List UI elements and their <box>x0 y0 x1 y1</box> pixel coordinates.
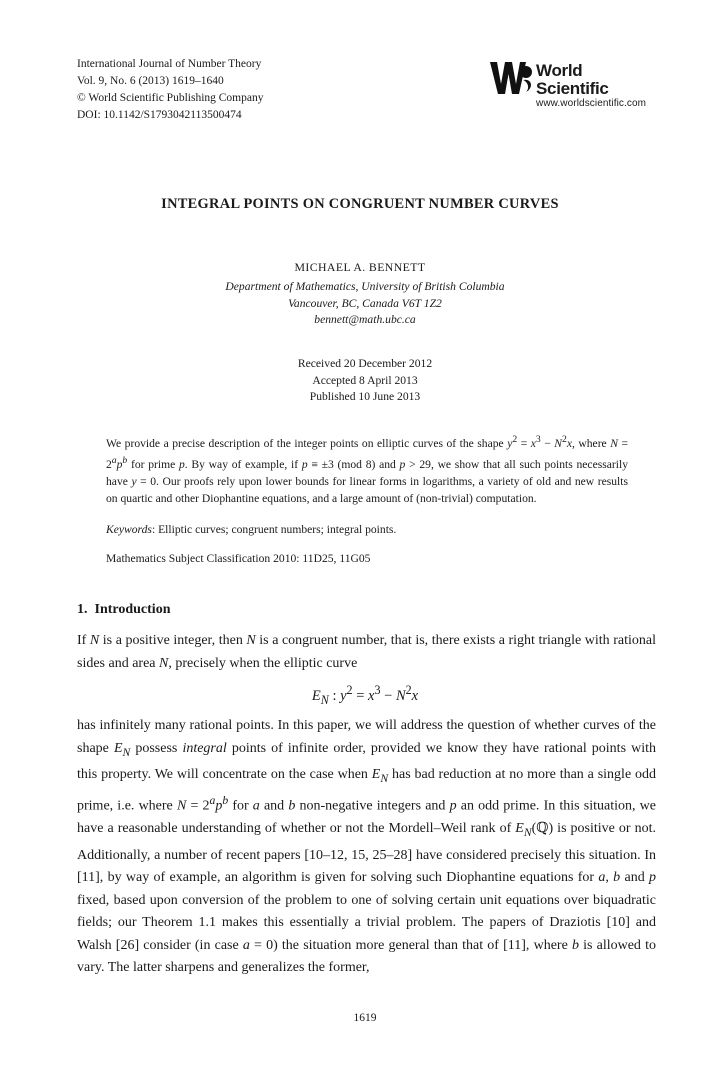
keywords <box>106 523 628 536</box>
section-heading <box>77 602 170 618</box>
body-text: non-negative integers and <box>295 798 450 814</box>
author-address: Vancouver, BC, Canada V6T 1Z2 <box>288 296 442 310</box>
body-text: is a positive integer, then <box>99 633 247 648</box>
body-text: for <box>228 798 253 814</box>
abstract-text: . Our proofs rely upon lower bounds for linear forms in logarithms, a variety of old and new results on quartic and other Diophantine equations, and a large amount of (non-trivial) computation. <box>106 474 628 505</box>
journal-copyright: © World Scientific Publishing Company <box>77 92 264 104</box>
author-department: Department of Mathematics, University of British Columbia <box>225 280 505 293</box>
body-text: and <box>620 870 650 886</box>
section-title: Introduction <box>94 602 171 617</box>
author-email[interactable]: bennett@math.ubc.ca <box>314 313 416 326</box>
body-text: points of infinite order, provided we know they have rational points with this property. We will concentrate on the case when <box>77 740 656 782</box>
section-number: 1. <box>77 602 88 617</box>
body-text: , precisely when the elliptic curve <box>168 655 358 671</box>
msc-classification: Mathematics Subject Classification 2010: 11D25, 11G05 <box>106 552 371 565</box>
body-text: If <box>77 633 90 648</box>
abstract-text: , we show that all such points necessarily have <box>106 457 628 488</box>
body-text: ) the situation more general than that of [11], where <box>273 937 572 953</box>
world-scientific-logo-icon <box>488 58 534 98</box>
publication-dates <box>0 356 720 406</box>
keywords-text: : Elliptic curves; congruent numbers; integral points. <box>151 523 397 536</box>
body-text: is a congruent number, that is, there exists a right triangle with rational sides and area <box>77 633 657 671</box>
author-affiliation <box>0 279 720 329</box>
body-text: fixed, based upon conversion of the problem to one of solving certain unit equations over biquadratic fields; our Theorem 1.1 makes this essentially a trivial problem. The papers of Draziotis [10] and Walsh [26] consider (in case <box>77 892 656 953</box>
date-received: Received 20 December 2012 <box>297 357 433 370</box>
page-number: 1619 <box>353 1012 377 1024</box>
journal-volume: Vol. 9, No. 6 (2013) 1619–1640 <box>77 75 224 87</box>
journal-info <box>77 56 263 124</box>
body-text: has infinitely many rational points. In this paper, we will address the question of whether curves of the shape <box>77 718 656 756</box>
abstract-text: We provide a precise description of the integer points on elliptic curves of the shape <box>106 436 508 450</box>
intro-paragraph-2: has infinitely many rational points. In this paper, we will address the question of whether curves of the shape $E_N$ possess integral points of infinite order, provided we know they have rational points with this property. We will concentrate on the case when $E_N$ has bad reduction at no more than a single odd prime, i.e. where $N = 2^ap^b$ for a and b non-negative integers and p an odd prime. In this situation, we have a reasonable understanding of whether or not the Mordell–Weil rank of $E_N(ℚ)$ is positive or not. Additionally, a number of recent papers [10–12, 15, 25–28] have considered precisely this situation. In [11], by way of example, an algorithm is given for solving such Diophantine equations for a, b and p fixed, based upon conversion of the problem to one of solving certain unit equations over biquadratic fields; our Theorem 1.1 makes this essentially a trivial problem. The papers of Draziotis [10] and Walsh [26] consider (in case a = 0) the situation more general than that of [11], where b is allowed to vary. The latter sharpens and generalizes the former, <box>77 718 657 976</box>
publisher-logo <box>488 58 658 109</box>
body-text: is positive or not. Additionally, a number of recent papers [10–12, 15, 25–28] have considered precisely this situation. In [11], by way of example, an algorithm is given for solving such Diophantine equations for <box>77 821 656 886</box>
abstract-text: (mod 8) and <box>333 457 400 471</box>
journal-name: International Journal of Number Theory <box>77 58 262 70</box>
abstract: We provide a precise description of the integer points on elliptic curves of the shape $y^2 = x^3 - N^2x$, where $N = 2^ap^b$ for prime p. By way of example, if p ≡ ±3 (mod 8) and p > 29, we show that all such points necessarily have y = 0. Our proofs rely upon lower bounds for linear forms in logarithms, a variety of old and new results on quartic and other Diophantine equations, and a large amount of (non-trivial) computation. <box>106 434 628 505</box>
emphasis-text: integral <box>182 740 227 756</box>
date-accepted: Accepted 8 April 2013 <box>312 373 418 387</box>
journal-doi: DOI: 10.1142/S1793042113500474 <box>77 109 242 121</box>
display-equation: $E_N$ : $y^2 = x^3 - N^2x$ <box>311 683 419 707</box>
abstract-text: for prime <box>127 457 179 471</box>
keywords-label: Keywords <box>106 523 152 536</box>
date-published: Published 10 June 2013 <box>309 390 421 403</box>
paper-title: INTEGRAL POINTS ON CONGRUENT NUMBER CURVES <box>161 196 559 212</box>
body-text: is allowed to vary. The latter sharpens and generalizes the former, <box>77 937 656 976</box>
publisher-url: www.worldscientific.com <box>536 98 647 109</box>
body-text: has bad reduction at no more than a single odd prime, i.e. where <box>77 766 657 814</box>
abstract-text: . By way of example, if <box>184 457 302 471</box>
intro-paragraph-1: If N is a positive integer, then N is a congruent number, that is, there exists a right triangle with rational sides and area N, precisely when the elliptic curve <box>77 633 657 671</box>
body-text: and <box>259 798 289 814</box>
author-name: MICHAEL A. BENNETT <box>294 260 426 274</box>
body-text: an odd prime. In this situation, we have a reasonable understanding of whether or not the Mordell–Weil rank of <box>77 798 656 837</box>
publisher-name: World Scientific <box>536 61 609 98</box>
body-text: possess <box>130 740 183 756</box>
